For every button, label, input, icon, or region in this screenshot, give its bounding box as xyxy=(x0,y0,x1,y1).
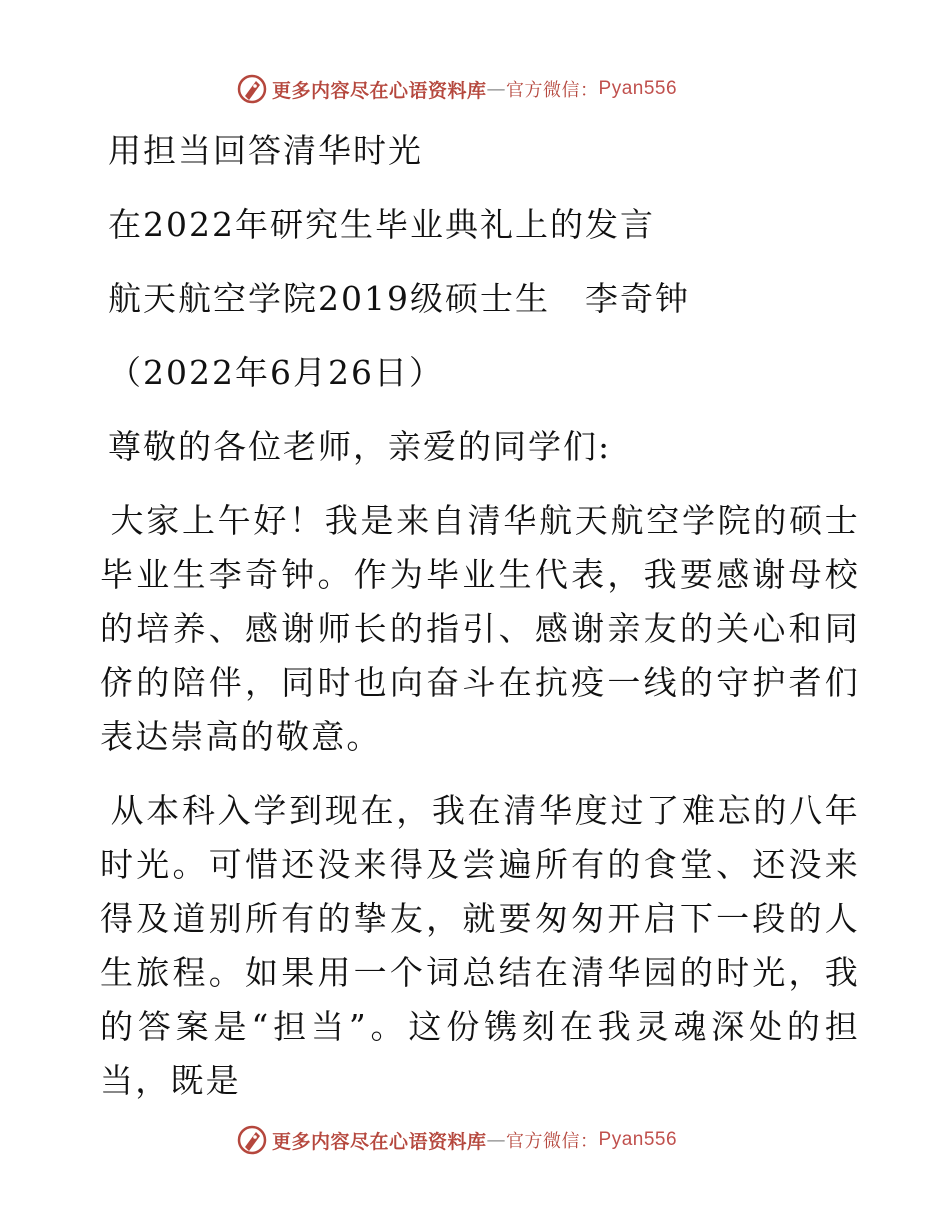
watermark-header xyxy=(236,73,677,105)
paragraph xyxy=(100,494,860,764)
watermark-main-text: 更多内容尽在心语资料库 xyxy=(272,79,487,102)
watermark-wechat-id: Pyan556 xyxy=(598,1129,678,1150)
date-line: （2022年6月26日） xyxy=(108,353,444,392)
paragraph xyxy=(100,784,860,1108)
paragraph-text: 从本科入学到现在，我在清华度过了难忘的八年时光。可惜还没来得及尝遍所有的食堂、还没来得及道别所有的挚友，就要匆匆开启下一段的人生旅程。如果用一个词总结在清华园的时光，我的答案是“担当”。这份镌刻在我灵魂深处的担当，既是 xyxy=(100,791,860,1100)
paragraph-text: 大家上午好！我是来自清华航天航空学院的硕士毕业生李奇钟。作为毕业生代表，我要感谢母校的培养、感谢师长的指引、感谢亲友的关心和同侪的陪伴，同时也向奋斗在抗疫一线的守护者们表达崇高的敬意。 xyxy=(100,501,860,756)
document-subtitle: 在2022年研究生毕业典礼上的发言 xyxy=(108,205,655,244)
watermark-label: 官方微信： xyxy=(506,1131,599,1152)
watermark-main-text: 更多内容尽在心语资料库 xyxy=(272,1130,487,1153)
greeting-line: 尊敬的各位老师，亲爱的同学们: xyxy=(108,427,612,466)
document-title: 用担当回答清华时光 xyxy=(108,131,423,170)
watermark-dash: — xyxy=(486,1129,507,1151)
document-body xyxy=(100,120,860,1108)
pen-nib-logo-icon xyxy=(236,73,268,105)
watermark-label: 官方微信： xyxy=(506,80,599,101)
speaker-line: 航天航空学院2019级硕士生 李奇钟 xyxy=(108,279,690,318)
watermark-footer xyxy=(236,1124,677,1156)
watermark-wechat-id: Pyan556 xyxy=(598,78,678,99)
pen-nib-logo-icon xyxy=(236,1124,268,1156)
watermark-dash: — xyxy=(486,78,507,100)
